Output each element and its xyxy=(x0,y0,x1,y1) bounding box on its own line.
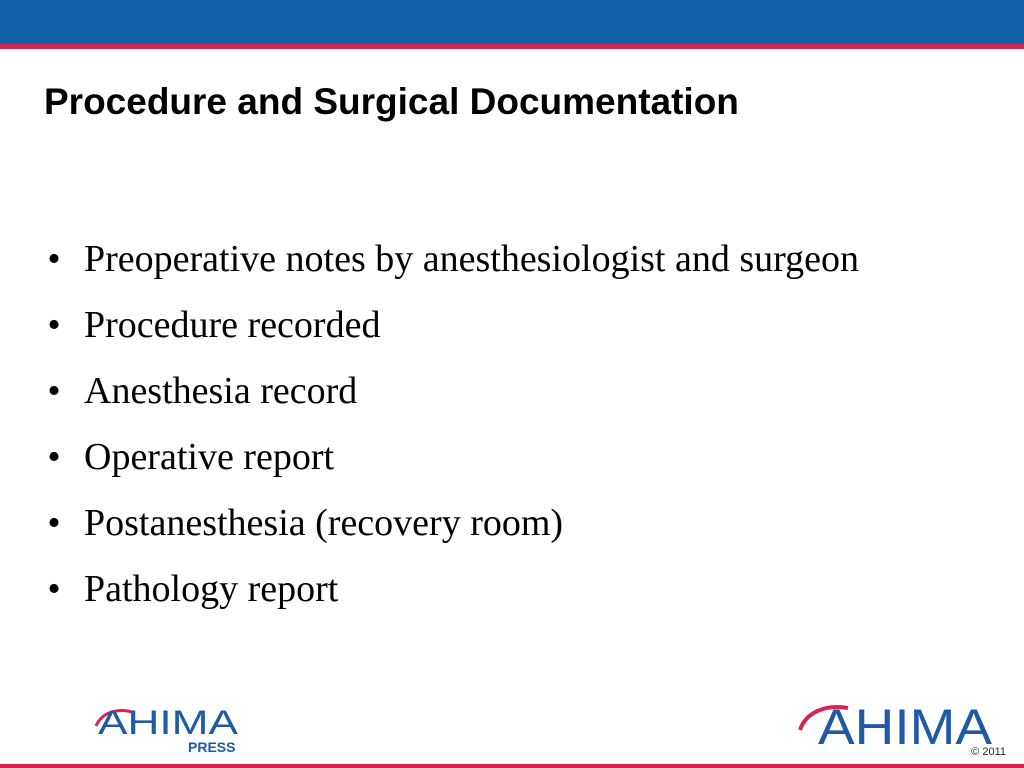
footer-accent-line xyxy=(0,764,1024,768)
bullet-dot: • xyxy=(47,502,61,544)
bullet-list xyxy=(44,234,904,630)
logo-wordmark: AHIMA xyxy=(818,699,993,750)
ahima-logo xyxy=(798,694,996,750)
bullet-item xyxy=(44,366,904,416)
ahima-press-logo xyxy=(92,700,244,756)
logo-subtitle: PRESS xyxy=(188,739,236,755)
header-accent-line xyxy=(0,44,1024,49)
bullet-text: Operative report xyxy=(84,436,335,478)
bullet-text: Procedure recorded xyxy=(84,304,381,346)
bullet-dot: • xyxy=(47,568,61,610)
bullet-item xyxy=(44,432,904,482)
bullet-dot: • xyxy=(47,238,61,280)
bullet-text: Postanesthesia (recovery room) xyxy=(84,502,564,544)
bullet-item xyxy=(44,300,904,350)
slide-title: Procedure and Surgical Documentation xyxy=(44,81,739,122)
header-band xyxy=(0,0,1024,44)
bullet-item xyxy=(44,234,904,284)
copyright-notice: © 2011 xyxy=(971,746,1006,758)
bullet-text: Pathology report xyxy=(84,568,339,610)
bullet-dot: • xyxy=(47,436,61,478)
bullet-item xyxy=(44,564,904,614)
bullet-text: Preoperative notes by anesthesiologist and surgeon xyxy=(84,238,859,280)
bullet-dot: • xyxy=(47,304,61,346)
bullet-text: Anesthesia record xyxy=(84,370,358,412)
logo-wordmark: AHIMA xyxy=(98,704,239,742)
bullet-item xyxy=(44,498,904,548)
bullet-dot: • xyxy=(47,370,61,412)
